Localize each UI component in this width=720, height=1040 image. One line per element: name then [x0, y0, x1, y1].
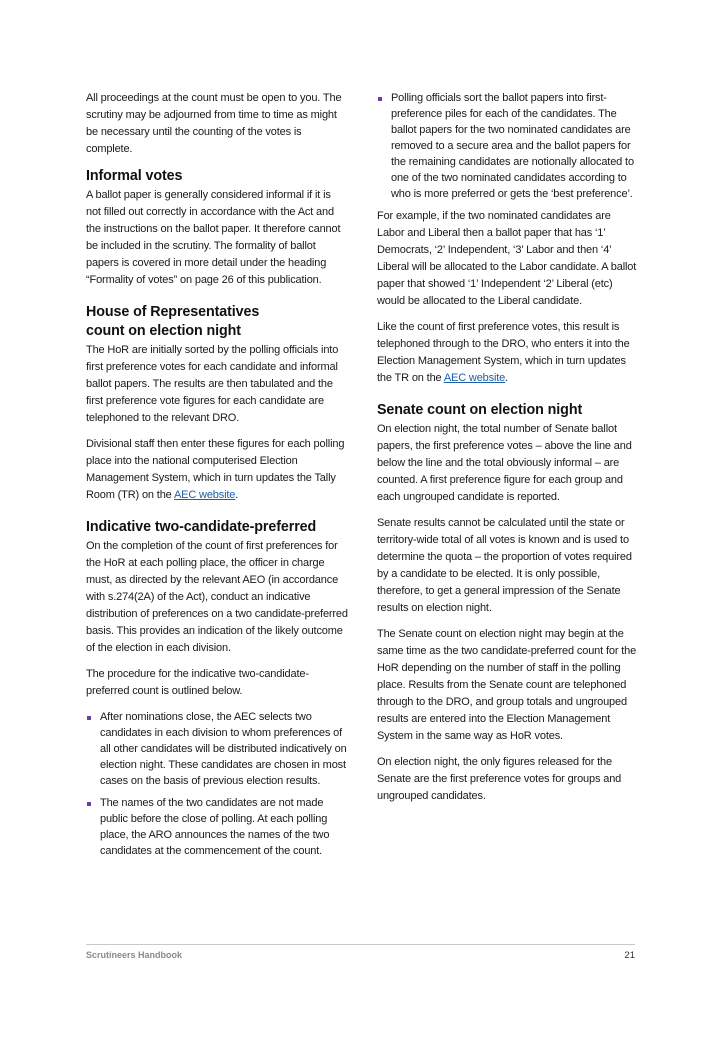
footer-title: Scrutineers Handbook	[86, 950, 183, 960]
divisional-end: .	[235, 489, 239, 501]
footer-divider	[86, 944, 635, 945]
telephone-result-paragraph	[377, 319, 639, 387]
page-number: 21	[624, 950, 635, 961]
senate-figures-paragraph: On election night, the only figures released for the Senate are the first preference votes for groups and ungrouped candidates.	[377, 756, 622, 802]
intro-paragraph: All proceedings at the count must be open to you. The scrutiny may be adjourned from time to time as might be necessary until the counting of the votes is complete.	[86, 92, 342, 155]
bullet-square-icon	[87, 716, 91, 720]
like-text: Like the count of first preference votes, this result is telephoned through to the DRO, who enters it into the Election Management System, which in turn updates the TR on the	[377, 321, 630, 384]
divisional-text: Divisional staff then enter these figures for each polling place into the national computerised Election Management System, which in turn updates the Tally Room (TR) on the	[86, 438, 345, 501]
informal-votes-paragraph: A ballot paper is generally considered informal if it is not filled out correctly in accordance with the Act and the instructions on the ballot paper. It therefore cannot be included in the scrutiny. The formality of ballot papers is covered in more detail under the heading “Formality of votes” on page 26 of this publication.	[86, 189, 341, 286]
list-item-text: After nominations close, the AEC selects two candidates in each division to whom preferences of all other candidates will be distributed indicatively on election night. These candidates are chosen in most cases on the basis of previous election results.	[100, 711, 347, 787]
bullet-square-icon	[87, 802, 91, 806]
left-column	[86, 90, 348, 865]
aec-website-link[interactable]: AEC website	[173, 489, 236, 501]
aec-website-link[interactable]: AEC website	[443, 372, 506, 384]
hor-count-paragraph: The HoR are initially sorted by the polling officials into first preference votes for each candidate and informal ballot papers. The results are then tabulated and the first preference vote figures for each candidate are telephoned to the relevant DRO.	[86, 344, 339, 424]
senate-results-paragraph: Senate results cannot be calculated until the state or territory-wide total of all votes is known and is used to determine the quota – the proportion of votes required by a candidate to be elected. It is only possible, therefore, to get a general impression of the Senate results on election night.	[377, 517, 632, 614]
hor-heading-line-1: House of Representatives	[86, 304, 260, 320]
list-item	[86, 795, 348, 859]
divisional-staff-paragraph	[86, 436, 348, 504]
senate-count-heading: Senate count on election night	[377, 402, 583, 418]
procedure-bullet-list-continued	[377, 90, 639, 202]
like-end: .	[505, 372, 509, 384]
senate-begin-paragraph: The Senate count on election night may begin at the same time as the two candidate-preferred count for the HoR depending on the number of staff in the polling place. Results from the Senate count are telephoned through to the DRO, and group totals and ungrouped results are entered into the Election Management System in the same way as HoR votes.	[377, 628, 637, 742]
bullet-square-icon	[378, 97, 382, 101]
list-item	[377, 90, 639, 202]
example-paragraph: For example, if the two nominated candidates are Labor and Liberal then a ballot paper that has ‘1’ Democrats, ‘2’ Independent, ‘3’ Labor and then ‘4’ Liberal will be allocated to the Labor candidate. A ballot paper that showed ‘1’ Independent ‘2’ Liberal (etc) would be allocated to the Liberal candidate.	[377, 210, 637, 307]
hor-count-heading	[86, 303, 348, 341]
right-column	[377, 90, 639, 814]
procedure-bullet-list	[86, 709, 348, 859]
procedure-paragraph: The procedure for the indicative two-candidate-preferred count is outlined below.	[86, 668, 309, 697]
list-item	[86, 709, 348, 789]
informal-votes-heading: Informal votes	[86, 168, 183, 184]
senate-count-paragraph: On election night, the total number of Senate ballot papers, the first preference votes – above the line and below the line and the total obviously informal – are counted. A first preference figure for each group and each ungrouped candidate is reported.	[377, 423, 632, 503]
list-item-text: Polling officials sort the ballot papers into first-preference piles for each of the candidates. The ballot papers for the two nominated candidates are removed to a secure area and the ballot papers for the remaining candidates are notionally allocated to one of the two nominated candidates according to who is more preferred or gets the ‘best preference’.	[391, 92, 634, 200]
tcp-heading: Indicative two-candidate-preferred	[86, 519, 317, 535]
tcp-paragraph: On the completion of the count of first preferences for the HoR at each polling place, the officer in charge must, as directed by the relevant AEO (in accordance with s.274(2A) of the Act), conduct an indicative distribution of preferences on a two candidate-preferred basis. This provides an indication of the likely outcome of the election in each division.	[86, 540, 348, 654]
list-item-text: The names of the two candidates are not made public before the close of polling. At each polling place, the ARO announces the names of the two candidates at the commencement of the count.	[100, 797, 330, 857]
hor-heading-line-2: count on election night	[86, 323, 241, 339]
